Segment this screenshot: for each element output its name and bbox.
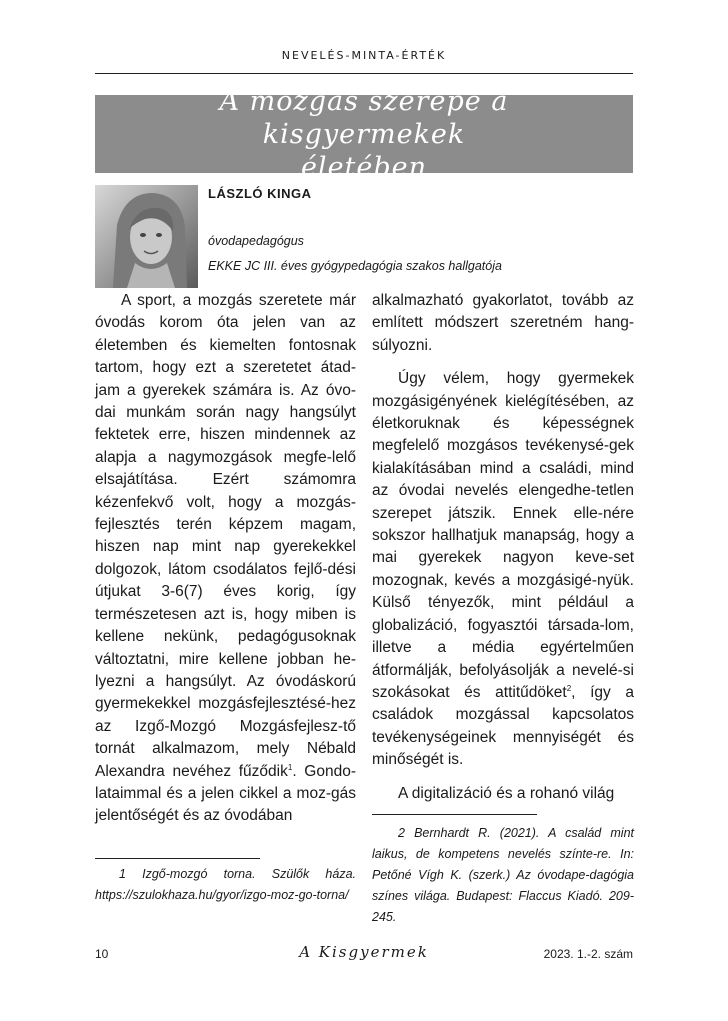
article-title-line2: életében: [300, 151, 428, 183]
title-band: [95, 85, 633, 183]
body-column-left: [95, 290, 356, 828]
author-photo: [95, 185, 198, 288]
footnote-1: 1 Izgő-mozgó torna. Szülők háza. https://szulokhaza.hu/gyor/izgo-moz-go-torna/: [95, 867, 356, 902]
running-head: NEVELÉS-MINTA-ÉRTÉK: [281, 49, 447, 62]
footnote-rule: [95, 858, 260, 859]
paragraph: [95, 290, 356, 828]
paragraph: [372, 368, 634, 771]
paragraph: alkalmazható gyakorlatot, tovább az említett módszert szeretném hang-súlyozni.: [372, 292, 634, 354]
header-rule: [95, 73, 633, 74]
journal-name: A Kisgyermek: [299, 943, 429, 961]
footnote-ref: 2: [566, 683, 572, 693]
paragraph-text: , így a családok mozgással kapcsolatos tevékenységeinek mennyiségét és minőségét is.: [372, 683, 634, 769]
page-number: 10: [95, 947, 109, 961]
footnote-ref: 1: [287, 762, 293, 772]
issue-label: 2023. 1.-2. szám: [543, 947, 633, 961]
author-affiliation: EKKE JC III. éves gyógypedagógia szakos hallgatója: [208, 259, 502, 273]
footnote-rule: [372, 814, 537, 815]
paragraph-text: . Gondo-lataimmal és a jelen cikkel a moz-gás jelentőségét és az óvodában: [95, 762, 357, 825]
paragraph: A digitalizáció és a rohanó világ: [398, 784, 615, 802]
footnote-2: 2 Bernhardt R. (2021). A család mint laikus, de kompetens nevelés színte-re. In: Petőné Vígh K. (szerk.) Az óvodape-dagógia színes világa. Budapest: Flaccus Kiadó. 209-245.: [372, 826, 634, 924]
paragraph-text: A sport, a mozgás szeretete már óvodás korom óta jelen van az életemben és kiemelten fontosnak tartom, hogy ezt a szeretetet átad-jam a gyerekek számára is. Az óvo-dai munkám során nagy hangsúlyt fektetek erre, hiszen mindennek az alapja a nagymozgások megfe-lelő elsajátítása. Ezért számomra kézenfekvő volt, hogy a mozgás-fejlesztés terén képzem magam, hiszen nap mint nap gyerekekkel dolgozok, látom csodálatos fejlő-dési útjukat 3-6(7) éves korig, így természetesen azt is, hogy miben is kellene nekünk, pedagógusoknak változtatni, mire kellene jobban he-lyezni a hangsúlyt. Az óvodáskorú gyermekekkel mozgásfejlesztésé-hez az Izgő-Mozgó Mozgásfejlesz-tő tornát alkalmazom, mely Nébald Alexandra nevéhez fűződik: [95, 292, 356, 780]
article-title-line1: A mozgás szerepe a kisgyermekek: [219, 85, 509, 150]
paragraph-text: Úgy vélem, hogy gyermekek mozgásigényének kielégítésében, az életkoruknak és képességnek megfelelő mozgásos tevékenysé-gek kialakításában mind a családi, mind az óvodai nevelés elengedhe-tetlen szerepet játszik. Ennek elle-nére sokszor hallhatjuk manapság, hogy a mai gyerekek nagyon keve-set mozognak, kevés a mozgásigé-nyük. Külső tényezők, mint például a globalizáció, fogyasztói társada-lom, illetve a média egyértelműen átformálják, befolyásolják a nevelé-si szokásokat és attitűdöket: [372, 370, 634, 701]
author-role: óvodapedagógus: [208, 234, 304, 248]
body-column-right: [372, 290, 634, 805]
author-name: LÁSZLÓ KINGA: [208, 186, 312, 201]
